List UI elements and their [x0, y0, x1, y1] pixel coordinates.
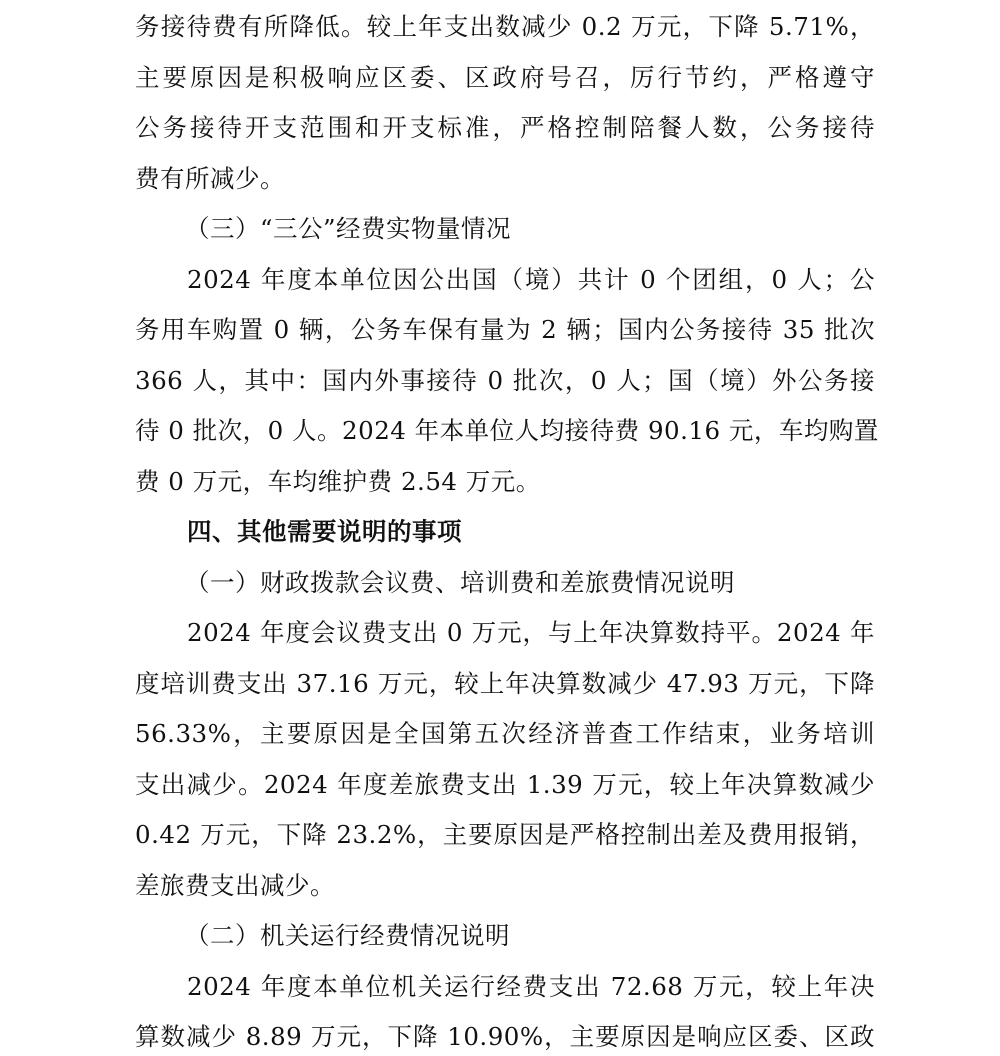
- paragraph-line: 务接待费有所降低。较上年支出数减少 0.2 万元，下降 5.71%，: [135, 12, 875, 41]
- section-heading-3-3: （三）“三公”经费实物量情况: [185, 214, 512, 243]
- paragraph-line: 2024 年度本单位因公出国（境）共计 0 个团组，0 人；公: [187, 265, 875, 294]
- section-heading-4-2: （二）机关运行经费情况说明: [185, 921, 510, 950]
- section-heading-4-1: （一）财政拨款会议费、培训费和差旅费情况说明: [185, 568, 735, 597]
- paragraph-line: 费有所减少。: [135, 164, 285, 193]
- section-heading-4: 四、其他需要说明的事项: [187, 517, 462, 546]
- paragraph-line: 务用车购置 0 辆，公务车保有量为 2 辆；国内公务接待 35 批次: [135, 315, 875, 344]
- paragraph-line: 算数减少 8.89 万元，下降 10.90%，主要原因是响应区委、区政: [135, 1022, 875, 1051]
- paragraph-line: 待 0 批次，0 人。2024 年本单位人均接待费 90.16 元，车均购置: [135, 416, 879, 445]
- paragraph-line: 费 0 万元，车均维护费 2.54 万元。: [135, 467, 541, 496]
- paragraph-line: 2024 年度会议费支出 0 万元，与上年决算数持平。2024 年: [187, 618, 875, 647]
- paragraph-line: 2024 年度本单位机关运行经费支出 72.68 万元，较上年决: [187, 972, 875, 1001]
- paragraph-line: 支出减少。2024 年度差旅费支出 1.39 万元，较上年决算数减少: [135, 770, 875, 799]
- paragraph-line: 56.33%，主要原因是全国第五次经济普查工作结束，业务培训: [135, 719, 875, 748]
- paragraph-line: 366 人，其中：国内外事接待 0 批次，0 人；国（境）外公务接: [135, 366, 875, 395]
- paragraph-line: 主要原因是积极响应区委、区政府号召，厉行节约，严格遵守: [135, 63, 875, 92]
- paragraph-line: 度培训费支出 37.16 万元，较上年决算数减少 47.93 万元，下降: [135, 669, 875, 698]
- paragraph-line: 差旅费支出减少。: [135, 871, 335, 900]
- paragraph-line: 公务接待开支范围和开支标准，严格控制陪餐人数，公务接待: [135, 113, 875, 142]
- paragraph-line: 0.42 万元，下降 23.2%，主要原因是严格控制出差及费用报销，: [135, 820, 875, 849]
